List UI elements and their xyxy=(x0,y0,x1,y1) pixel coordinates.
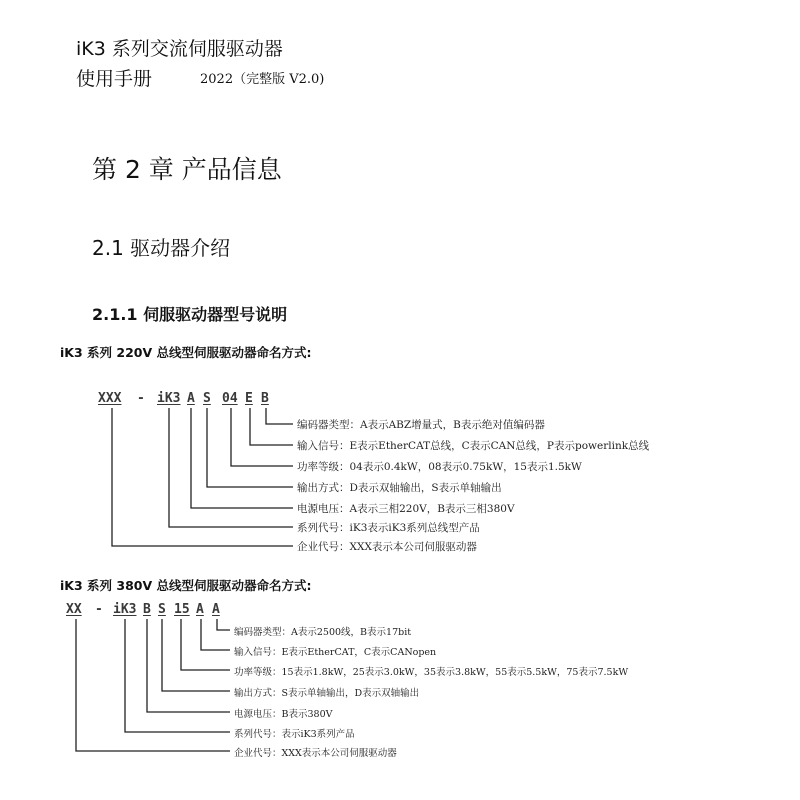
group2-desc-input: 输入信号：E表示EtherCAT，C表示CANopen xyxy=(234,647,437,658)
g1-line-power xyxy=(231,408,293,466)
group1-desc-input: 输入信号：E表示EtherCAT总线，C表示CAN总线，P表示powerlink总线 xyxy=(297,440,650,452)
group1-desc-encoder: 编码器类型：A表示ABZ增量式，B表示绝对值编码器 xyxy=(297,419,545,431)
group1-code-dash: - xyxy=(137,391,145,406)
group1-code-power: 04 xyxy=(222,391,238,406)
group2-code-output: S xyxy=(158,602,166,617)
section-heading: 2.1 驱动器介绍 xyxy=(92,236,231,260)
group2-label: iK3 系列 380V 总线型伺服驱动器命名方式: xyxy=(60,578,312,593)
g2-line-power xyxy=(181,619,230,670)
group2-code-enterprise: XX xyxy=(66,602,82,617)
group1-code-input: E xyxy=(245,391,253,406)
g1-line-input xyxy=(250,408,293,445)
group1-code-voltage: A xyxy=(187,391,195,406)
group2-code-input: A xyxy=(196,602,204,617)
manual-subtitle: 使用手册 xyxy=(76,68,153,90)
g2-line-enterprise xyxy=(76,619,230,751)
group1-desc-enterprise: 企业代号：XXX表示本公司伺服驱动器 xyxy=(297,541,477,553)
group1-label: iK3 系列 220V 总线型伺服驱动器命名方式: xyxy=(60,345,312,360)
g1-line-enterprise xyxy=(112,408,293,546)
group2-code-series: iK3 xyxy=(113,602,137,617)
group2-code-voltage: B xyxy=(143,602,151,617)
group2-desc-output: 输出方式：S表示单轴输出，D表示双轴输出 xyxy=(234,688,420,699)
g1-line-voltage xyxy=(191,408,293,508)
group1-desc-output: 输出方式：D表示双轴输出，S表示单轴输出 xyxy=(297,482,502,494)
chapter-heading: 第 2 章 产品信息 xyxy=(92,155,282,184)
group1-desc-series: 系列代号：iK3表示iK3系列总线型产品 xyxy=(297,522,480,534)
group2-code-dash: - xyxy=(95,602,103,617)
g2-line-series xyxy=(125,619,230,732)
group2-desc-voltage: 电源电压：B表示380V xyxy=(234,709,333,720)
g2-line-input xyxy=(201,619,230,650)
group2-desc-power: 功率等级：15表示1.8kW，25表示3.0kW，35表示3.8kW，55表示5.5kW，75表示7.5kW xyxy=(234,667,629,678)
group2-desc-enterprise: 企业代号：XXX表示本公司伺服驱动器 xyxy=(234,748,397,759)
manual-title: iK3 系列交流伺服驱动器 xyxy=(76,38,283,60)
group2-code-encoder: A xyxy=(212,602,220,617)
group2-desc-encoder: 编码器类型：A表示2500线，B表示17bit xyxy=(234,627,412,638)
g2-line-encoder xyxy=(217,619,230,630)
group1-code-series: iK3 xyxy=(157,391,181,406)
group1-code-encoder: B xyxy=(261,391,269,406)
group1-code-enterprise: XXX xyxy=(98,391,122,406)
g2-line-voltage xyxy=(147,619,230,712)
manual-version: 2022（完整版 V2.0) xyxy=(200,72,325,87)
group2-code-power: 15 xyxy=(174,602,190,617)
group1-code-output: S xyxy=(203,391,211,406)
group1-desc-voltage: 电源电压：A表示三相220V，B表示三相380V xyxy=(297,503,515,515)
subsection-heading: 2.1.1 伺服驱动器型号说明 xyxy=(92,305,288,324)
g1-line-encoder xyxy=(266,408,293,424)
group1-desc-power: 功率等级：04表示0.4kW，08表示0.75kW，15表示1.5kW xyxy=(297,461,582,473)
group2-desc-series: 系列代号：表示iK3系列产品 xyxy=(234,729,355,740)
